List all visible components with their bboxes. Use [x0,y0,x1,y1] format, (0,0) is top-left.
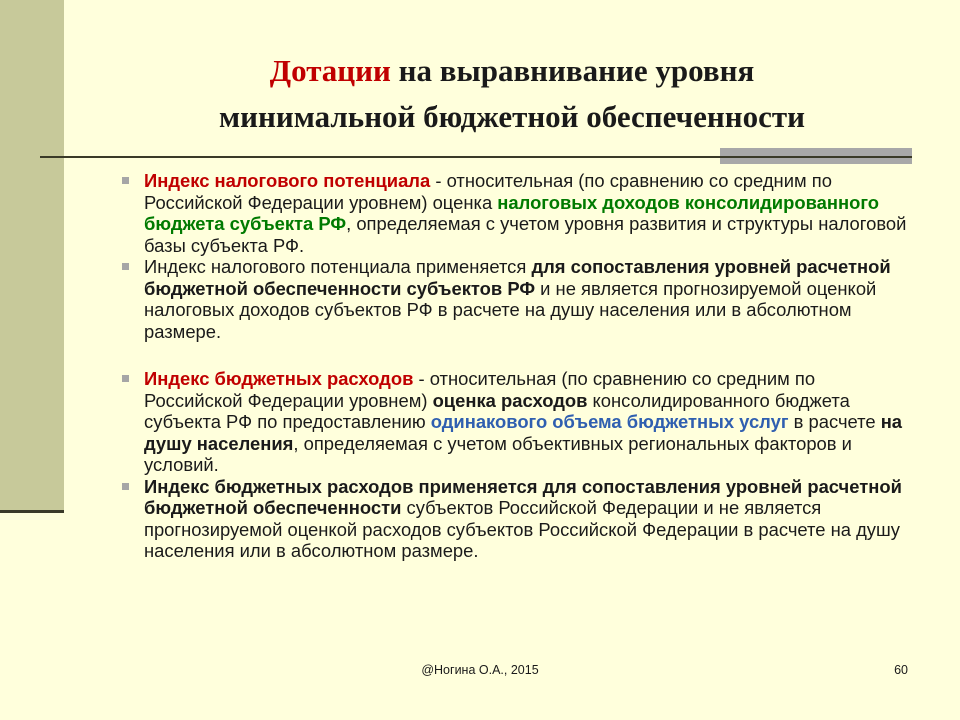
bullet-text: и не является прогнозируемой оценкой налоговых доходов субъектов РФ в расчете на душу населения или в абсолютном размере. [144,277,877,342]
side-decor-line [0,510,64,513]
bullet-list [120,170,910,562]
square-bullet-icon [122,375,129,382]
bullet-text: в расчете [788,411,881,432]
bold-phrase: на душу населения [144,411,903,454]
footer-author: @Ногина О.А., 2015 [421,663,539,677]
title-accent-word: Дотации [269,53,391,88]
bullet-text: субъектов Российской Федерации и не является прогнозируемой оценкой расходов субъектов Российской Федерации в расчете на душу населения или в абсолютном размере. [144,497,900,561]
bullet-item-2 [120,256,910,342]
bullet-text: - относительная (по сравнению со средним по Российской Федерации уровнем) [144,368,816,411]
bullet-text: , определяемая с учетом уровня развития и структуры налоговой базы субъекта РФ. [144,213,907,256]
bold-phrase: оценка расходов [432,389,588,411]
slide-number: 60 [894,663,908,677]
bullet-text: , определяемая с учетом объективных региональных факторов и условий. [144,432,852,475]
term-budget-expenditure-index: Индекс бюджетных расходов [144,368,414,389]
side-decor-bar [0,0,64,512]
bullet-item-1 [120,170,910,256]
bullet-item-4 [120,476,910,562]
square-bullet-icon [122,263,129,270]
title-line-2: минимальной бюджетной обеспеченности [219,99,805,134]
title-divider-line [40,156,912,158]
bullet-text: консолидированного бюджета субъекта РФ по предоставлению [144,389,850,432]
bullet-text: Индекс налогового потенциала применяется [144,256,532,277]
bullet-text: - относительная (по сравнению со средним по Российской Федерации уровнем) оценка [144,170,832,213]
square-bullet-icon [122,177,129,184]
slide-title [64,48,960,140]
bullet-item-3 [120,368,910,476]
bold-phrase: Индекс бюджетных расходов применяется для сопоставления уровней расчетной бюджетной обеспеченности [144,475,902,518]
highlight-tax-revenues: налоговых доходов консолидированного бюджета субъекта РФ [144,191,879,234]
title-line-1-rest: на выравнивание уровня [390,53,755,88]
term-tax-potential-index: Индекс налогового потенциала [144,170,431,191]
square-bullet-icon [122,483,129,490]
highlight-equal-services: одинакового объема бюджетных услуг [430,411,789,432]
title-line-1 [64,48,960,94]
bold-phrase: для сопоставления уровней расчетной бюджетной обеспеченности субъектов РФ [144,256,891,299]
